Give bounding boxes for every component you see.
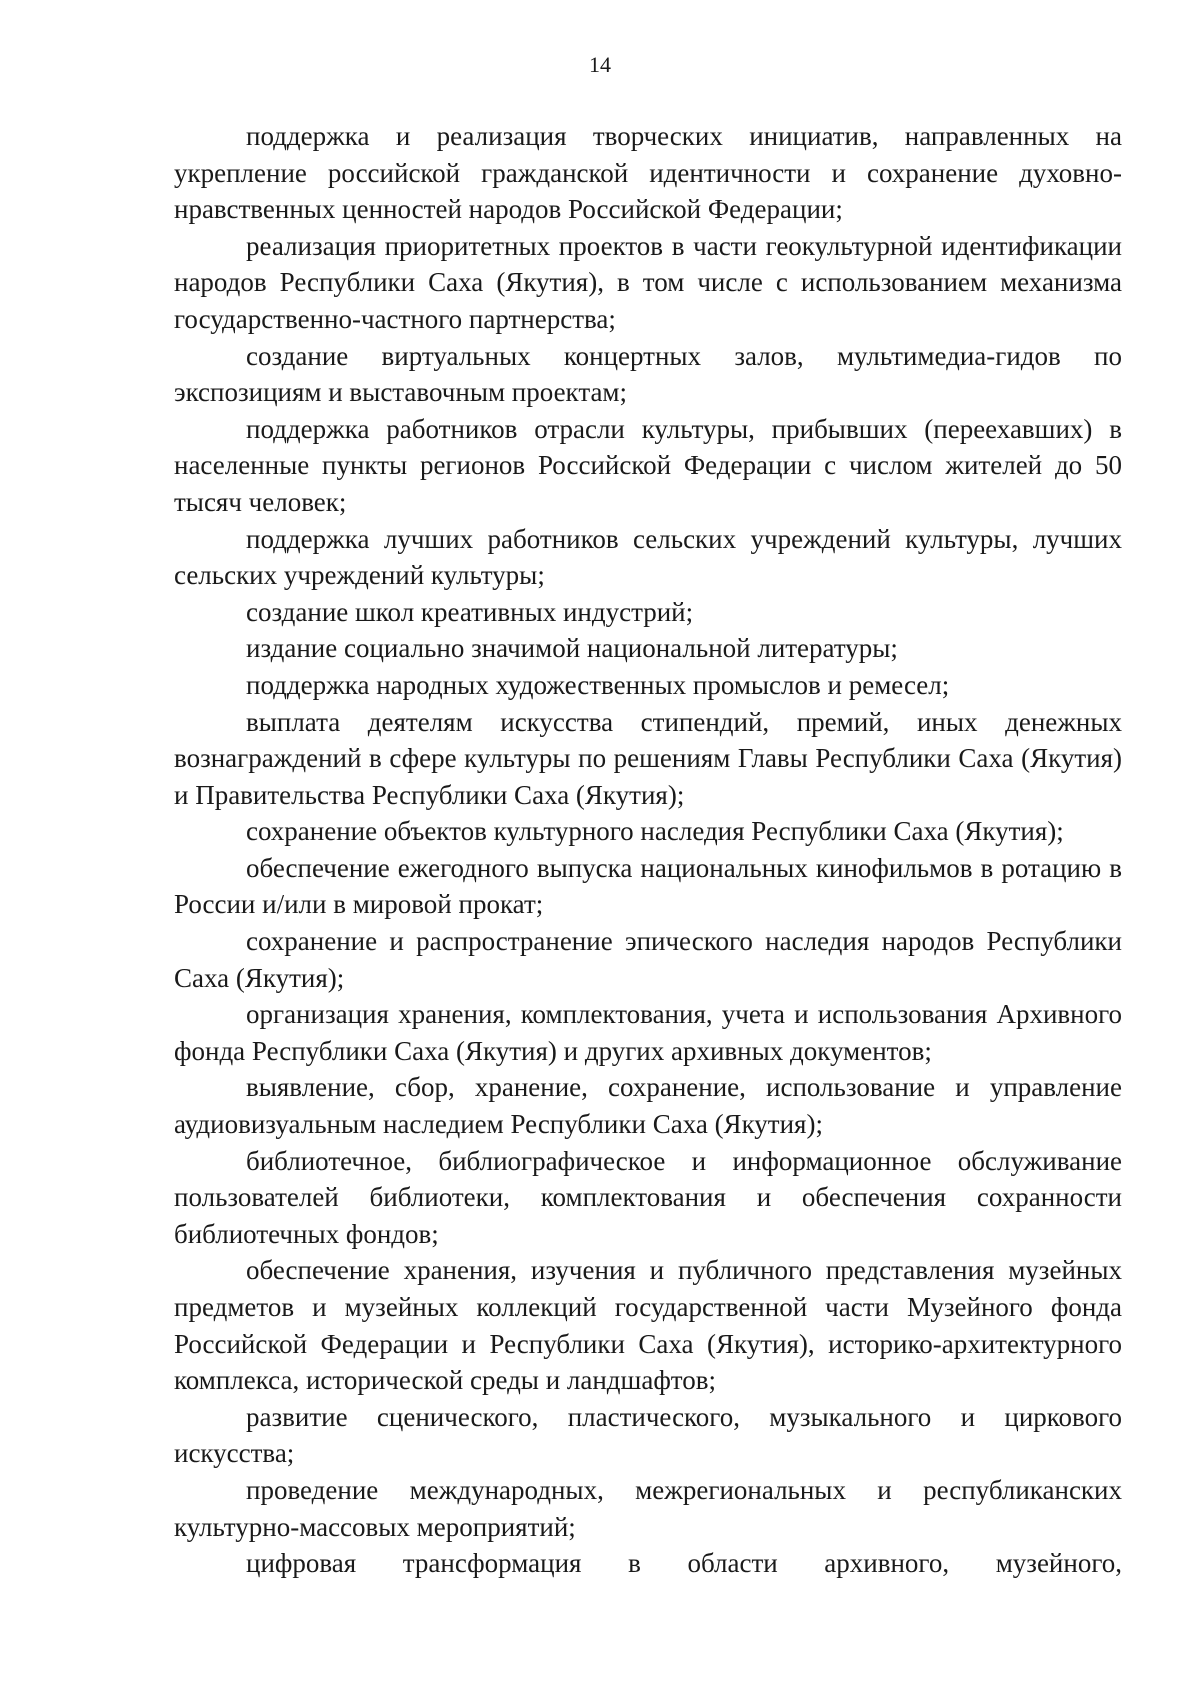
list-paragraph: библиотечное, библиографическое и информационное обслуживание пользователей библиотеки, комплектования и обеспечения сохранности библиотечных фондов; <box>174 1145 1122 1249</box>
list-paragraph: обеспечение хранения, изучения и публичного представления музейных предметов и музейных коллекций государственной части Музейного фонда Российской Федерации и Республики Саха (Якутия), историко-архитектурного комплекса, исторической среды и ландшафтов; <box>174 1255 1122 1396</box>
list-paragraph: выявление, сбор, хранение, сохранение, использование и управление аудиовизуальным наследием Республики Саха (Якутия); <box>174 1072 1122 1140</box>
list-paragraph: поддержка народных художественных промыслов и ремесел; <box>246 669 950 700</box>
list-paragraph: проведение международных, межрегиональных и республиканских культурно-массовых мероприятий; <box>174 1474 1122 1542</box>
list-paragraph: организация хранения, комплектования, учета и использования Архивного фонда Республики Саха (Якутия) и других архивных документов; <box>174 999 1122 1066</box>
list-paragraph: обеспечение ежегодного выпуска национальных кинофильмов в ротацию в России и/или в мировой прокат; <box>174 852 1122 920</box>
list-paragraph: поддержка работников отрасли культуры, прибывших (переехавших) в населенные пункты регионов Российской Федерации с числом жителей до 50 тысяч человек; <box>174 413 1122 517</box>
list-paragraph-continued: цифровая трансформация в области архивного, музейного, <box>246 1548 1122 1579</box>
list-paragraph: поддержка и реализация творческих инициатив, направленных на укрепление российской гражданской идентичности и сохранение духовно-нравственных ценностей народов Российской Федерации; <box>174 121 1122 225</box>
document-body <box>174 118 1122 1582</box>
list-paragraph: развитие сценического, пластического, музыкального и циркового искусства; <box>174 1401 1122 1469</box>
list-paragraph: издание социально значимой национальной литературы; <box>246 633 898 664</box>
list-paragraph: создание школ креативных индустрий; <box>246 596 694 627</box>
list-paragraph: сохранение и распространение эпического наследия народов Республики Саха (Якутия); <box>174 926 1122 993</box>
list-paragraph: выплата деятелям искусства стипендий, премий, иных денежных вознаграждений в сфере культуры по решениям Главы Республики Саха (Якутия) и Правительства Республики Саха (Якутия); <box>174 706 1122 810</box>
page-number: 14 <box>589 52 611 77</box>
list-paragraph: поддержка лучших работников сельских учреждений культуры, лучших сельских учреждений культуры; <box>174 523 1122 591</box>
list-paragraph: создание виртуальных концертных залов, мультимедиа-гидов по экспозициям и выставочным проектам; <box>174 340 1122 408</box>
list-paragraph: реализация приоритетных проектов в части геокультурной идентификации народов Республики Саха (Якутия), в том числе с использованием механизма государственно-частного партнерства; <box>174 230 1122 334</box>
list-paragraph: сохранение объектов культурного наследия Республики Саха (Якутия); <box>246 816 1064 847</box>
